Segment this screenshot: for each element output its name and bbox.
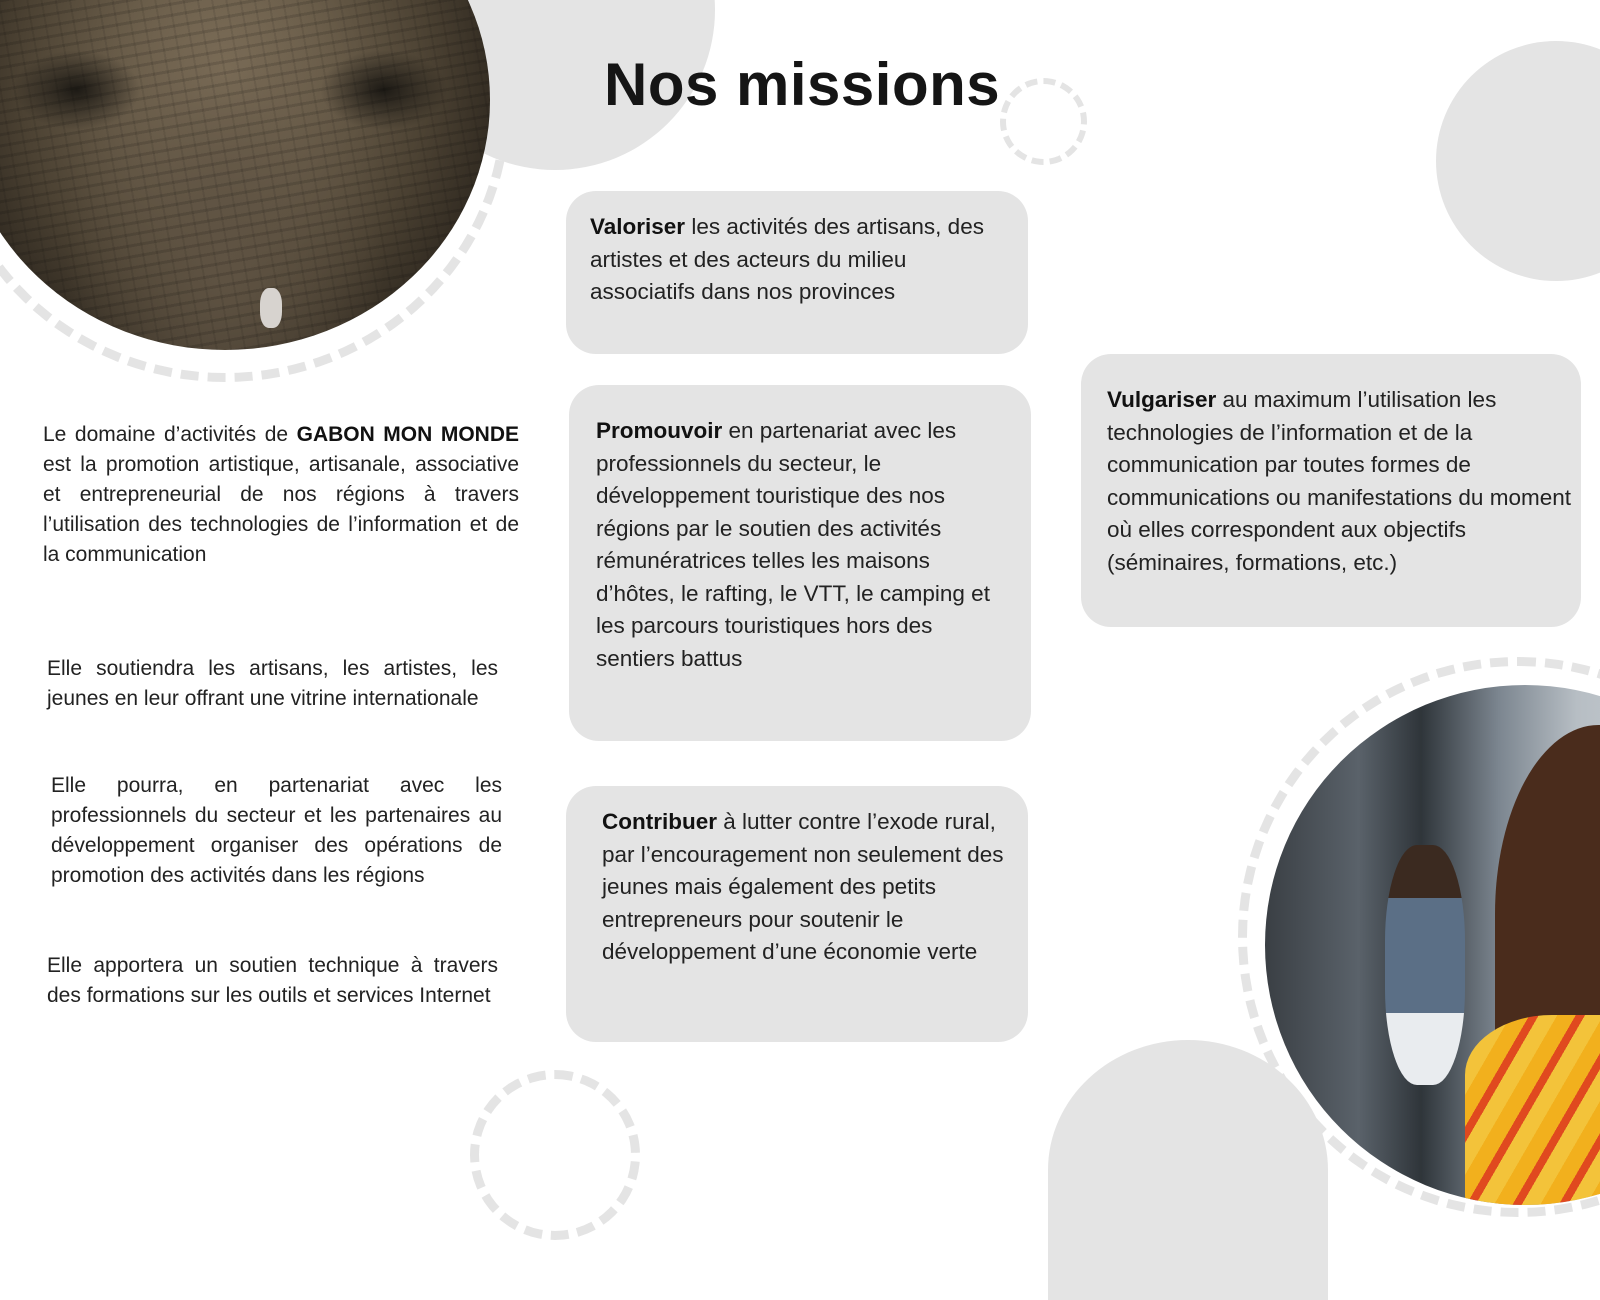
- mission-card-promouvoir: [569, 385, 1031, 741]
- mission-description: les activités des artisans, des artistes et des acteurs du milieu associatifs dans nos provinces: [590, 214, 984, 304]
- mission-text: [590, 211, 1010, 309]
- decor-circle-right: [1436, 41, 1600, 281]
- elephant-photo: [0, 0, 490, 350]
- paragraph-soutien: Elle apportera un soutien technique à travers des formations sur les outils et services Internet: [47, 954, 498, 1007]
- elephant-tusk: [260, 288, 282, 328]
- intro-after: est la promotion artistique, artisanale, associative et entrepreneurial de nos régions à travers l’utilisation des technologies de l’information et de la communication: [43, 453, 519, 566]
- intro-paragraph: [43, 420, 519, 570]
- mission-card-valoriser: [566, 191, 1028, 354]
- mission-description: au maximum l’utilisation les technologies de l’information et de la communication par toutes formes de communications ou manifestations du moment où elles correspondent aux objectifs (séminaires, formations, etc.): [1107, 387, 1571, 575]
- decor-dashed-ring-bottom: [470, 1070, 640, 1240]
- paragraph-vitrine: Elle soutiendra les artisans, les artistes, les jeunes en leur offrant une vitrine internationale: [47, 657, 498, 710]
- child-figure: [1385, 845, 1465, 1085]
- mission-keyword: Vulgariser: [1107, 387, 1217, 412]
- mission-keyword: Promouvoir: [596, 418, 723, 443]
- paragraph-partenariat: Elle pourra, en partenariat avec les professionnels du secteur et les partenaires au développement organiser des opérations de promotion des activités dans les régions: [51, 774, 502, 887]
- mission-description: à lutter contre l’exode rural, par l’encouragement non seulement des jeunes mais également des petits entrepreneurs pour soutenir le développement d’une économie verte: [602, 809, 1004, 964]
- mission-text: [596, 415, 1009, 675]
- mission-keyword: Contribuer: [602, 809, 717, 834]
- mission-description: en partenariat avec les professionnels du secteur, le développement touristique des nos régions par le soutien des activités rémunératrices telles les maisons d’hôtes, le rafting, le VTT, le camping et les parcours touristiques hors des sentiers battus: [596, 418, 990, 671]
- mission-card-vulgariser: [1081, 354, 1581, 627]
- mission-card-contribuer: [566, 786, 1028, 1042]
- mission-keyword: Valoriser: [590, 214, 686, 239]
- mission-text: [1107, 384, 1575, 579]
- page-title: Nos missions: [604, 51, 1001, 118]
- intro-before: Le domaine d’activités de: [43, 423, 297, 446]
- org-name: GABON MON MONDE: [296, 423, 519, 446]
- dancer-dress: [1465, 1015, 1600, 1205]
- mission-text: [602, 806, 1008, 969]
